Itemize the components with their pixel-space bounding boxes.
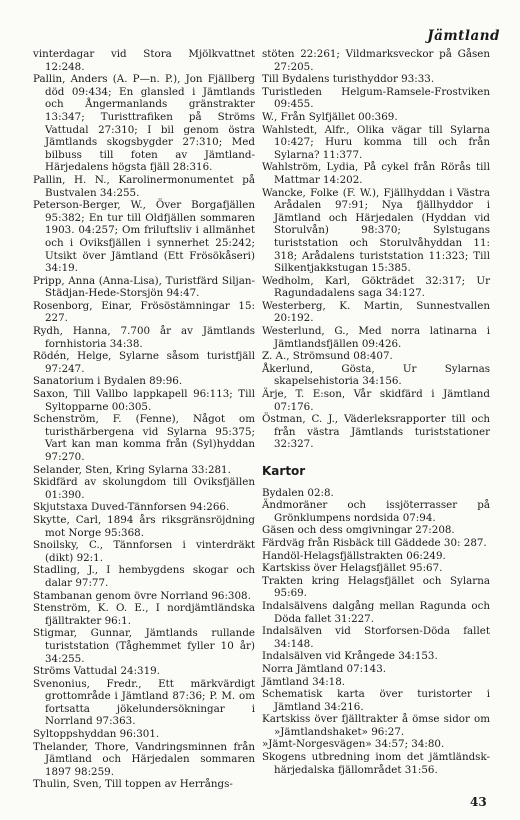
index-entry: Rödén, Helge, Sylarne såsom turistfjäll 97:247. [33,350,255,375]
index-entry: Schematisk karta över turistorter i Jämtland 34:216. [262,688,490,713]
index-entry: »Jämt-Norgesvägen» 34:57; 34:80. [262,738,445,751]
index-entry: Indalsälven vid Krångede 34:153. [262,650,438,663]
index-entry: Gäsen och dess omgivningar 27:208. [262,524,455,537]
index-entry: Stambanan genom övre Norrland 96:308. [33,589,251,602]
index-entry: Indalsälven vid Storforsen-Döda fallet 34:148. [262,625,490,650]
index-entry: Till Bydalens turisthyddor 93:33. [262,73,435,86]
index-entry: Westerberg, K. Martin, Sunnestvallen 20:192. [262,299,490,325]
index-entry: Bydalen 02:8. [262,486,334,499]
right-column [262,48,490,776]
index-entry: Färdväg från Risbäck till Gäddede 30: 287. [262,536,487,549]
index-entry: Thulin, Sven, Till toppen av Herrångs- [33,778,233,791]
index-entry: Syltoppshyddan 96:301. [33,728,160,741]
index-entry: Skytte, Carl, 1894 års riksgränsröjdning mot Norge 95:368. [33,513,255,539]
map-entries [262,487,490,777]
index-entry: Svenonius, Fredr., Ett märkvärdigt grottområde i Jämtland 87:36; P. M. om fortsatta jökelundersökningar i Norrland 97:363. [33,677,255,728]
index-entry: Pallin, H. N., Karolinermonumentet på Bustvalen 34:255. [33,173,255,199]
index-entry: Norra Jämtland 07:143. [262,662,387,675]
index-entry: Wahlström, Lydia, På cykel från Rörås till Mattmar 14:202. [262,161,490,186]
left-column [33,48,255,791]
index-entry: vinterdagar vid Stora Mjölkvattnet 12:248. [33,48,255,73]
index-entry: Pripp, Anna (Anna-Lisa), Turistfärd Siljan-Städjan-Hede-Storsjön 94:47. [33,274,255,300]
index-entry: Stenström, K. O. E., I nordjämtländska fjälltrakter 96:1. [33,602,255,627]
index-entry: Rydh, Hanna, 7.700 år av Jämtlands fornhistoria 34:38. [33,325,255,350]
index-entry: Saxon, Till Vallbo lappkapell 96:113; Till Syltopparne 00:305. [33,388,255,413]
index-entry: Z. A., Strömsund 08:407. [262,350,393,363]
index-entry: Sanatorium i Bydalen 89:96. [33,375,183,388]
index-entry: Skogens utbredning inom det jämtländsk-härjedalska fjällområdet 31:56. [262,751,490,776]
index-entry: Stadling, J., I hembygdens skogar och dalar 97:77. [33,564,255,589]
index-entry: Åkerlund, Gösta, Ur Sylarnas skapelsehistoria 34:156. [262,362,490,388]
index-entry: Rosenborg, Einar, Frösöstämningar 15: 227. [33,299,255,325]
index-entry: Ärje, T. E:son, Vår skidfärd i Jämtland 07:176. [262,388,490,413]
index-entry: Östman, C. J., Väderleksrapporter till och från västra Jämtlands turiststationer 32:327. [262,413,490,451]
right-entries [262,48,490,451]
index-entry: Skjutstaxa Duved-Tännforsen 94:266. [33,501,230,514]
index-entry: Pallin, Anders (A. P—n. P.), Jon Fjällberg död 09:434; En glansled i Jämtlands och Ångermanlands gränstrakter 13:347; Turisttrafiken på Ströms Vattudal 27:310; I bil genom östra Jämtlands skogsbygder 27:310; Med bilbuss till foten av Jämtland-Härjedalens högsta fjäll 28:316. [33,73,255,174]
index-entry: Peterson-Berger, W., Över Borgafjällen 95:382; En tur till Oldfjällen sommaren 1903. 04:257; Om friluftsliv i allmänhet och i Oviksfjällen i synnerhet 25:242; Utsikt över Jämtland (Ett Frösökåseri) 34:19. [33,199,255,275]
index-entry: Wancke, Folke (F. W.), Fjällhyddan i Västra Arådalen 97:91; Nya fjällhyddor i Jämtland och Härjedalen (Hyddan vid Storulvån) 98:370; Sylstugans turiststation och Storulvåhyddan 11: 318; Arådalens turiststation 11:323; Till Silkentjakkstugan 15:385. [262,186,490,275]
index-entry: Kartskiss över Helagsfjället 95:67. [262,562,443,575]
index-entry: Skidfärd av skolungdom till Oviksfjällen 01:390. [33,476,255,501]
index-entry: Wedholm, Karl, Gökträdet 32:317; Ur Ragundadalens saga 34:127. [262,274,490,300]
index-entry: Stigmar, Gunnar, Jämtlands rullande turiststation (Tåghemmet fyller 10 år) 34:255. [33,627,255,665]
running-header: Jämtland [427,28,500,44]
index-entry: Westerlund, G., Med norra latinarna i Jämtlandsfjällen 09:426. [262,325,490,350]
index-entry: Wahlstedt, Alfr., Olika vägar till Sylarna 10:427; Huru komma till och från Sylarna? 11:377. [262,123,490,161]
index-entry: Schenström, F. (Fenne), Något om turisthärbergena vid Sylarna 95:375; Vart kan man komma från (Syl)hyddan 97:270. [33,413,255,463]
index-entry: Thelander, Thore, Vandringsminnen från Jämtland och Härjedalen sommaren 1897 98:259. [33,740,255,778]
index-entry: Indalsälvens dalgång mellan Ragunda och Döda fallet 31:227. [262,599,490,625]
index-entry: W., Från Sylfjället 00:369. [262,110,398,123]
index-entry: Jämtland 34:18. [262,675,346,688]
index-entry: Snoilsky, C., Tännforsen i vinterdräkt (dikt) 92:1. [33,539,255,564]
index-entry: Ströms Vattudal 24:319. [33,665,160,678]
index-entry: Kartskiss över fjälltrakter å ömse sidor om »Jämtlandshaket» 96:27. [262,713,490,738]
index-entry: Turistleden Helgum-Ramsele-Frostviken 09:455. [262,85,490,111]
index-entry: Ändmoräner och issjöterrasser på Grönklumpens nordsida 07:94. [262,499,490,524]
index-entry: Selander, Sten, Kring Sylarna 33:281. [33,463,231,476]
index-entry: Trakten kring Helagsfjället och Sylarna 95:69. [262,574,490,600]
page-number: 43 [470,795,487,809]
section-heading-kartor: Kartor [262,464,306,478]
index-entry: Handöl-Helagsfjällstrakten 06:249. [262,549,446,562]
index-entry: stöten 22:261; Vildmarksveckor på Gåsen 27:205. [262,48,490,73]
